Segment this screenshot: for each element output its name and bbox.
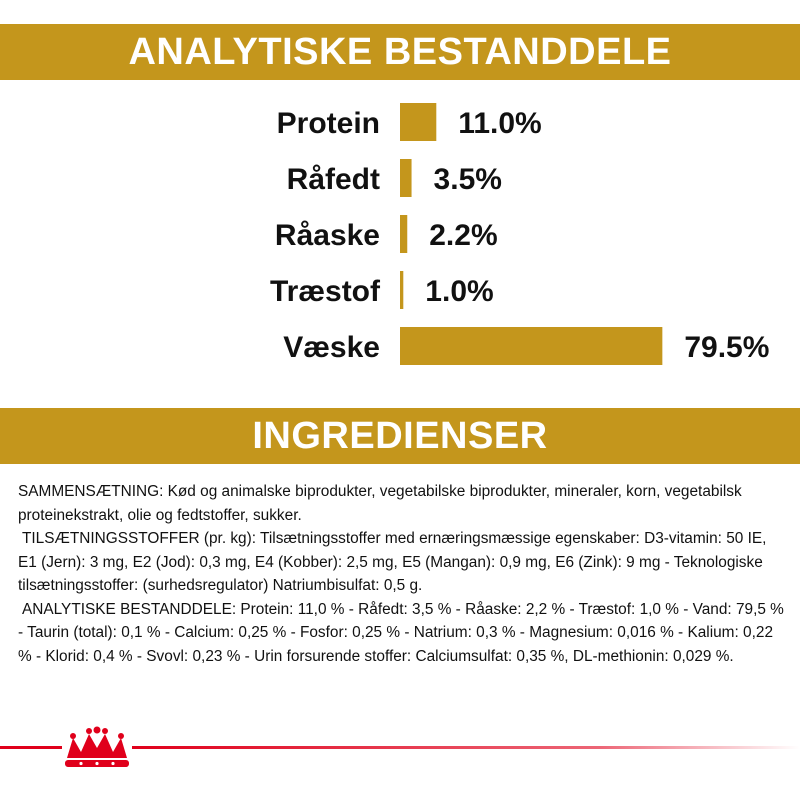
bar: [400, 159, 412, 197]
category-label: Træstof: [269, 275, 380, 308]
bar: [400, 327, 662, 365]
value-label: 79.5%: [684, 331, 770, 364]
category-label: Råfedt: [286, 163, 380, 196]
composition-paragraph: SAMMENSÆTNING: Kød og animalske biprodukter, vegetabilske biprodukter, mineraler, korn, vegetabilsk proteinekstrakt, olie og fedtstoffer, sukker.: [18, 483, 742, 524]
analytical-paragraph: ANALYTISKE BESTANDDELE: Protein: 11,0 % - Råfedt: 3,5 % - Råaske: 2,2 % - Træstof: 1,0 % - Vand: 79,5 % - Taurin (total): 0,1 % - Calcium: 0,25 % - Fosfor: 0,25 % - Natrium: 0,3 % - Magnesium: 0,016 % - Kalium: 0,22 % - Klorid: 0,4 % - Svovl: 0,23 % - Urin forsurende stoffer: Calciumsulfat: 0,35 %, DL-methionin: 0,029 %.: [18, 600, 784, 665]
bar: [400, 271, 403, 309]
footer-line-right: [132, 746, 800, 749]
bar: [400, 215, 407, 253]
bar: [400, 103, 436, 141]
category-label: Væske: [283, 331, 380, 364]
value-label: 11.0%: [458, 107, 542, 140]
additives-paragraph: TILSÆTNINGSSTOFFER (pr. kg): Tilsætningsstoffer med ernæringsmæssige egenskaber: D3-vitamin: 50 IE, E1 (Jern): 3 mg, E2 (Jod): 0,3 mg, E4 (Kobber): 2,5 mg, E5 (Mangan): 0,9 mg, E6 (Zink): 9 mg - Teknologiske tilsætningsstoffer: (surhedsregulator) Natriumbisulfat: 0,5 g.: [18, 530, 767, 594]
ingredients-text: [18, 480, 788, 668]
category-label: Råaske: [274, 219, 380, 252]
analysis-header-banner: [0, 24, 800, 80]
ingredients-title: INGREDIENSER: [252, 415, 548, 457]
value-label: 3.5%: [433, 163, 502, 196]
ingredients-header-banner: [0, 408, 800, 464]
brand-footer: [0, 722, 800, 782]
value-label: 1.0%: [425, 275, 494, 308]
crown-icon: [65, 727, 129, 768]
value-label: 2.2%: [429, 219, 498, 252]
category-label: Protein: [276, 107, 380, 140]
nutrient-bar-chart: [0, 96, 800, 386]
footer-line-left: [0, 746, 62, 749]
analysis-title: ANALYTISKE BESTANDDELE: [128, 31, 672, 73]
